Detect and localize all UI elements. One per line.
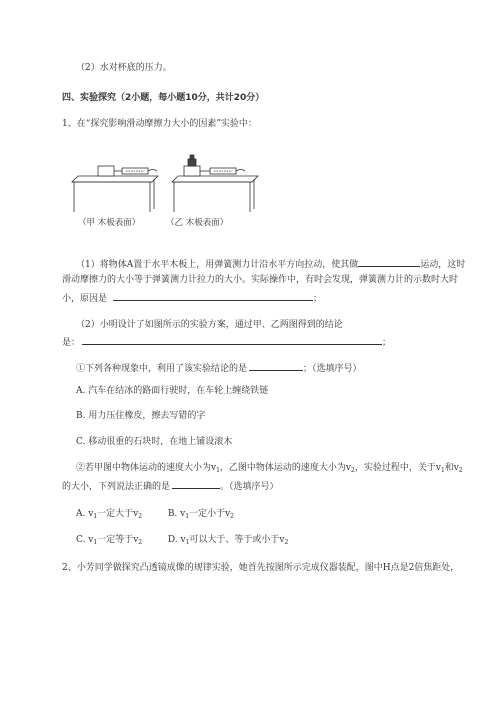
block-a-yi xyxy=(184,166,200,176)
sub2-text-c: ，实验过程中，关于v xyxy=(354,463,441,473)
option-b xyxy=(76,410,205,422)
section-heading-text: 四、实验探究（2小题，每小题10分，共计20分） xyxy=(62,93,265,103)
option-b-text: B. 用力压住橡皮，擦去写错的字 xyxy=(76,411,206,421)
answer-blank-motion[interactable] xyxy=(358,257,420,267)
answer-blank-sub2[interactable] xyxy=(172,479,220,489)
q1-p2-text-a: （2）小明设计了如图所示的实验方案，通过甲、乙两图得到的结论 xyxy=(76,320,343,330)
q1-part1-line2 xyxy=(62,274,458,286)
prev-item-text: （2）水对杯底的压力。 xyxy=(76,63,172,73)
q1-stem-text: 1、在“探究影响滑动摩擦力大小的因素”实验中： xyxy=(62,119,257,129)
sub2-subscript-4: 2 xyxy=(458,467,463,474)
q1-p1-line2-text: 滑动摩擦力的大小等于弹簧测力计拉力的大小。实际操作中，有时会发现，弹簧测力计的示数时大时 xyxy=(62,275,459,285)
weight-yi xyxy=(188,159,196,166)
choice-b-sub-1: 1 xyxy=(185,513,190,520)
setup-jia xyxy=(72,166,158,212)
choice-b xyxy=(168,509,234,519)
choice-b-text-b: 一定小于v xyxy=(189,509,231,519)
choice-a-text-a: A. v xyxy=(76,509,94,519)
option-a xyxy=(76,385,268,397)
choice-d-text-b: 可以大于、等于或小于v xyxy=(189,535,285,545)
q1-sub2-line1 xyxy=(76,462,463,474)
question-2-stem xyxy=(62,562,459,574)
option-c xyxy=(76,436,232,448)
q1-p1-reason-label: 小，原因是 xyxy=(62,294,108,304)
choice-b-text-a: B. v xyxy=(167,509,186,519)
q1-sub1 xyxy=(76,361,362,375)
question-1-stem xyxy=(62,118,257,130)
choice-c-text-b: 一定等于v xyxy=(97,535,139,545)
choice-c-sub-1: 1 xyxy=(93,539,98,546)
choice-b-sub-2: 2 xyxy=(230,513,234,520)
q1-part2-line2 xyxy=(62,335,391,349)
answer-blank-sub1[interactable] xyxy=(249,361,303,371)
q2-stem-text: 2、小芳同学做探究凸透镜成像的规律实验，她首先按图所示完成仪器装配，图中H点是2倍焦距处， xyxy=(62,563,460,573)
weight-knob-yi xyxy=(190,155,194,159)
choice-d-sub-2: 2 xyxy=(284,539,289,546)
figure-caption-yi: （乙 木板表面） xyxy=(166,218,229,228)
sub2-text-b: ，乙图中物体运动的速度大小为v xyxy=(219,463,352,473)
q1-sub1-end: ；（选填序号） xyxy=(303,364,362,374)
sub2-line2-text-a: 的大小，下列说法正确的是 xyxy=(62,482,171,492)
answer-blank-conclusion[interactable] xyxy=(82,335,382,345)
q1-part1-line1 xyxy=(76,257,465,271)
choices-row-2 xyxy=(76,534,288,546)
choice-a-sub-1: 1 xyxy=(93,513,98,520)
choice-c-text-a: C. v xyxy=(76,535,94,545)
block-a-jia xyxy=(98,166,114,176)
sub2-subscript-2: 2 xyxy=(351,467,355,474)
q1-p2-end: ； xyxy=(382,338,392,348)
q1-part1-line3 xyxy=(62,291,322,305)
q1-p1-text-b: 运动，这时 xyxy=(420,260,466,270)
hand-jia xyxy=(148,170,157,172)
q1-p2-label: 是： xyxy=(62,338,81,348)
choices-row-1 xyxy=(76,508,234,520)
option-a-text: A. 汽车在结冰的路面行驶时，在车轮上缠绕铁链 xyxy=(76,386,269,396)
choice-d-text-a: D. v xyxy=(167,535,186,545)
q1-sub2-line2 xyxy=(62,479,279,493)
sub2-line2-text-b: 。（选填序号） xyxy=(220,482,279,492)
q1-p1-end: ； xyxy=(313,294,323,304)
sub2-subscript-3: 1 xyxy=(440,467,445,474)
table-top-jia xyxy=(72,176,158,182)
choice-a-sub-2: 2 xyxy=(138,513,143,520)
option-c-text: C. 移动很重的石块时，在地上铺设滚木 xyxy=(76,437,233,447)
choice-c-sub-2: 2 xyxy=(138,539,143,546)
sub2-text-a: ②若甲图中物体运动的速度大小为v xyxy=(76,463,217,473)
figure-caption-jia: （甲 木板表面） xyxy=(78,218,141,228)
q1-part2-line1 xyxy=(76,319,343,331)
sub2-subscript-1: 1 xyxy=(216,467,220,474)
choice-d-sub-1: 1 xyxy=(185,539,190,546)
sub2-text-d: 和v xyxy=(444,463,459,473)
choice-d xyxy=(168,535,288,545)
table-top-yi xyxy=(172,176,258,182)
experiment-figure xyxy=(70,150,300,235)
choice-c xyxy=(76,535,142,545)
prev-question-item xyxy=(76,62,172,74)
q1-p1-text-a: （1）将物体A置于水平木板上，用弹簧测力计沿水平方向拉动，使其做 xyxy=(76,260,359,270)
hand-yi xyxy=(236,170,245,172)
choice-a xyxy=(76,509,142,519)
setup-yi xyxy=(172,155,258,212)
section-heading xyxy=(62,92,264,104)
choice-a-text-b: 一定大于v xyxy=(97,509,139,519)
answer-blank-reason[interactable] xyxy=(113,291,313,301)
q1-sub1-text: ①下列各种现象中，利用了该实验结论的是 xyxy=(76,364,248,374)
